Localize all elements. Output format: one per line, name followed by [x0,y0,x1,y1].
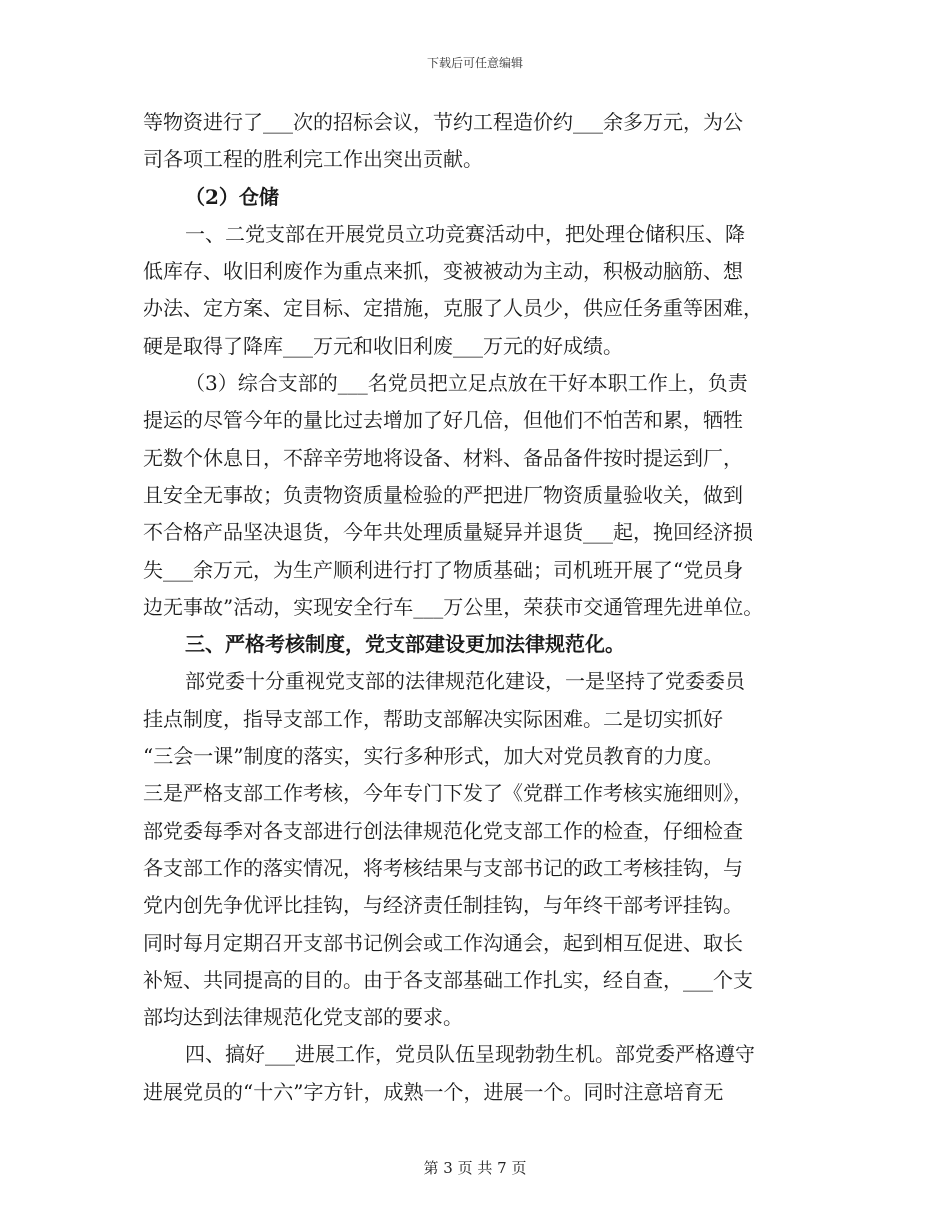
text-line: 司各项工程的胜利完工作出突出贡献。 [143,147,483,172]
text-line: 各支部工作的落实情况，将考核结果与支部书记的政工考核挂钩，与 [143,855,743,880]
text-line: 硬是取得了降库___万元和收旧利废___万元的好成绩。 [143,333,623,358]
document-body [143,104,823,1111]
text-line: 进展党员的“十六”字方针，成熟一个，进展一个。同时注意培育无 [143,1079,724,1104]
page-footer: 第 3 页 共 7 页 [423,1159,527,1177]
text-line: 不合格产品坚决退货，今年共处理质量疑异并退货___起，挽回经济损 [143,520,753,545]
section-heading: 三、严格考核制度，党支部建设更加法律规范化。 [185,632,625,657]
text-line: 无数个休息日，不辞辛劳地将设备、材料、备品备件按时提运到厂， [143,445,743,470]
text-line: 部均达到法律规范化党支部的要求。 [143,1005,463,1030]
text-line: 部党委每季对各支部进行创法律规范化党支部工作的检查，仔细检查 [143,818,743,843]
text-line: 等物资进行了___次的招标会议，节约工程造价约___余多万元，为公 [143,110,743,134]
page-header: 下载后可任意编辑 [426,56,523,70]
text-line: 一、二党支部在开展党员立功竞赛活动中，把处理仓储积压、降 [185,221,745,246]
text-line: 挂点制度，指导支部工作，帮助支部解决实际困难。二是切实抓好 [143,706,723,731]
text-line: 同时每月定期召开支部书记例会或工作沟通会，起到相互促进、取长 [143,930,743,955]
text-line: 低库存、收旧利废作为重点来抓，变被被动为主动，积极动脑筋、想 [143,259,743,284]
text-line: 部党委十分重视党支部的法律规范化建设，一是坚持了党委委员 [185,669,745,694]
text-line: 党内创先争优评比挂钩，与经济责任制挂钩，与年终干部考评挂钩。 [143,893,743,918]
text-line: “三会一课”制度的落实，实行多种形式，加大对党员教育的力度。 [143,744,724,769]
text-line: 四、搞好___进展工作，党员队伍呈现勃勃生机。部党委严格遵守 [185,1042,755,1067]
text-line: 提运的尽管今年的量比过去增加了好几倍，但他们不怕苦和累，牺牲 [143,408,743,433]
text-line: 失___余万元，为生产顺利进行打了物质基础；司机班开展了“党员身 [143,557,744,582]
text-line: （3）综合支部的___名党员把立足点放在干好本职工作上，负责 [185,371,748,396]
text-line: 办法、定方案、定目标、定措施，克服了人员少，供应任务重等困难， [143,296,763,321]
text-line: 三是严格支部工作考核，今年专门下发了《党群工作考核实施细则》， [143,781,753,806]
text-line: 补短、共同提高的目的。由于各支部基础工作扎实，经自查，___个支 [143,967,753,992]
text-line: 边无事故”活动，实现安全行车___万公里，荣获市交通管理先进单位。 [143,594,764,619]
text-line: 且安全无事故；负责物资质量检验的严把进厂物资质量验收关，做到 [143,482,743,507]
section-heading: （2）仓储 [185,184,279,209]
